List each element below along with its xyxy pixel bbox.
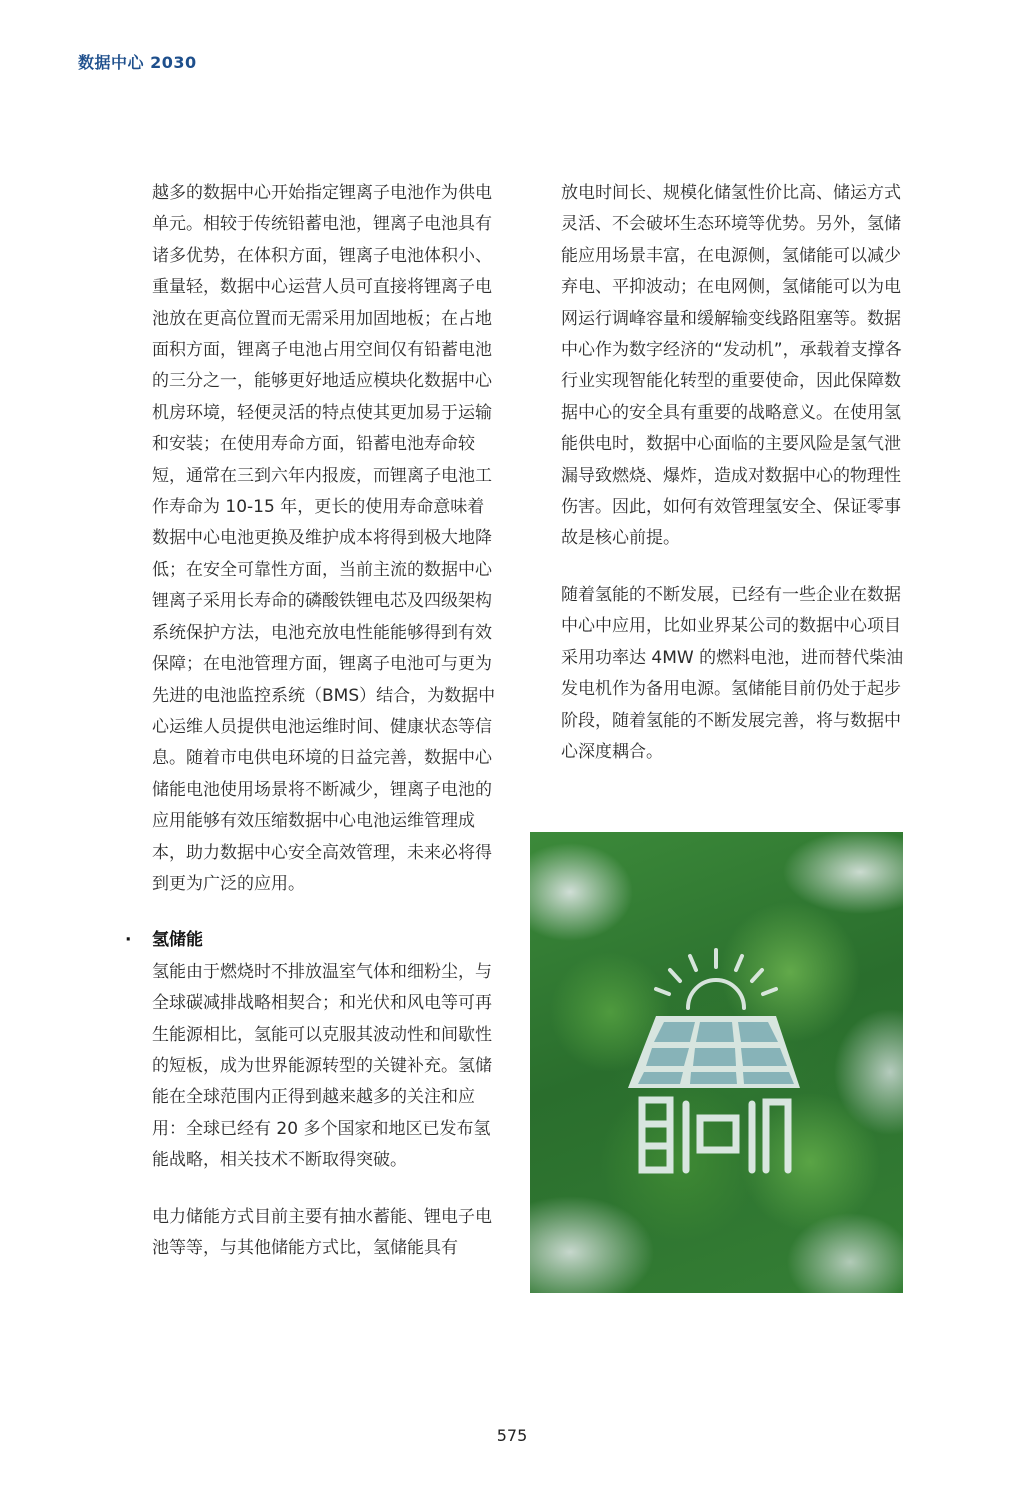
paragraph-storage-methods: 电力储能方式目前主要有抽水蓄能、锂电子电池等等，与其他储能方式比，氢储能具有 bbox=[152, 1206, 492, 1258]
section-heading-hydrogen bbox=[125, 925, 497, 956]
left-column bbox=[125, 178, 497, 1264]
bullet-icon: · bbox=[125, 930, 132, 951]
forest-solar-house-photo bbox=[530, 832, 903, 1293]
solar-house-icon bbox=[530, 832, 903, 1293]
paragraph-hydrogen-advantages: 放电时间长、规模化储氢性价比高、储运方式灵活、不会破坏生态环境等优势。另外，氢储能应用场景丰富，在电源侧，氢储能可以减少弃电、平抑波动；在电网侧，氢储能可以为电网运行调峰容量和缓解输变线路阻塞等。数据中心作为数字经济的“发动机”，承载着支撑各行业实现智能化转型的重要使命，因此保障数据中心的安全具有重要的战略意义。在使用氢能供电时，数据中心面临的主要风险是氢气泄漏导致燃烧、爆炸，造成对数据中心的物理性伤害。因此，如何有效管理氢安全、保证零事故是核心前提。 bbox=[561, 183, 902, 549]
paragraph-hydrogen-intro: 氢能由于燃烧时不排放温室气体和细粉尘，与全球碳减排战略相契合；和光伏和风电等可再生能源相比，氢能可以克服其波动性和间歇性的短板，成为世界能源转型的关键补充。氢储能在全球范围内正得到越来越多的关注和应用：全球已经有 20 多个国家和地区已发布氢能战略，相关技术不断取得突破。 bbox=[152, 961, 492, 1171]
section-heading-label: 氢储能 bbox=[152, 930, 203, 951]
paragraph-lithium-battery: 越多的数据中心开始指定锂离子电池作为供电单元。相较于传统铅蓄电池，锂离子电池具有诸多优势，在体积方面，锂离子电池体积小、重量轻，数据中心运营人员可直接将锂离子电池放在更高位置而无需采用加固地板；在占地面积方面，锂离子电池占用空间仅有铅蓄电池的三分之一，能够更好地适应模块化数据中心机房环境，轻便灵活的特点使其更加易于运输和安装；在使用寿命方面，铅蓄电池寿命较短，通常在三到六年内报废，而锂离子电池工作寿命为 10-15 年，更长的使用寿命意味着数据中心电池更换及维护成本将得到极大地降低；在安全可靠性方面，当前主流的数据中心锂离子采用长寿命的磷酸铁锂电芯及四级架构系统保护方法，电池充放电性能能够得到有效保障；在电池管理方面，锂离子电池可与更为先进的电池监控系统（BMS）结合，为数据中心运维人员提供电池运维时间、健康状态等信息。随着市电供电环境的日益完善，数据中心储能电池使用场景将不断减少，锂离子电池的应用能够有效压缩数据中心电池运维管理成本，助力数据中心安全高效管理，未来必将得到更为广泛的应用。 bbox=[152, 183, 496, 894]
paragraph-hydrogen-applications: 随着氢能的不断发展，已经有一些企业在数据中心中应用，比如业界某公司的数据中心项目采用功率达 4MW 的燃料电池，进而替代柴油发电机作为备用电源。氢储能目前仍处于起步阶段，随着氢能的不断发展完善，将与数据中心深度耦合。 bbox=[561, 584, 904, 762]
right-column bbox=[561, 178, 906, 768]
page-number: 575 bbox=[496, 1426, 528, 1445]
running-header: 数据中心 2030 bbox=[78, 53, 197, 72]
